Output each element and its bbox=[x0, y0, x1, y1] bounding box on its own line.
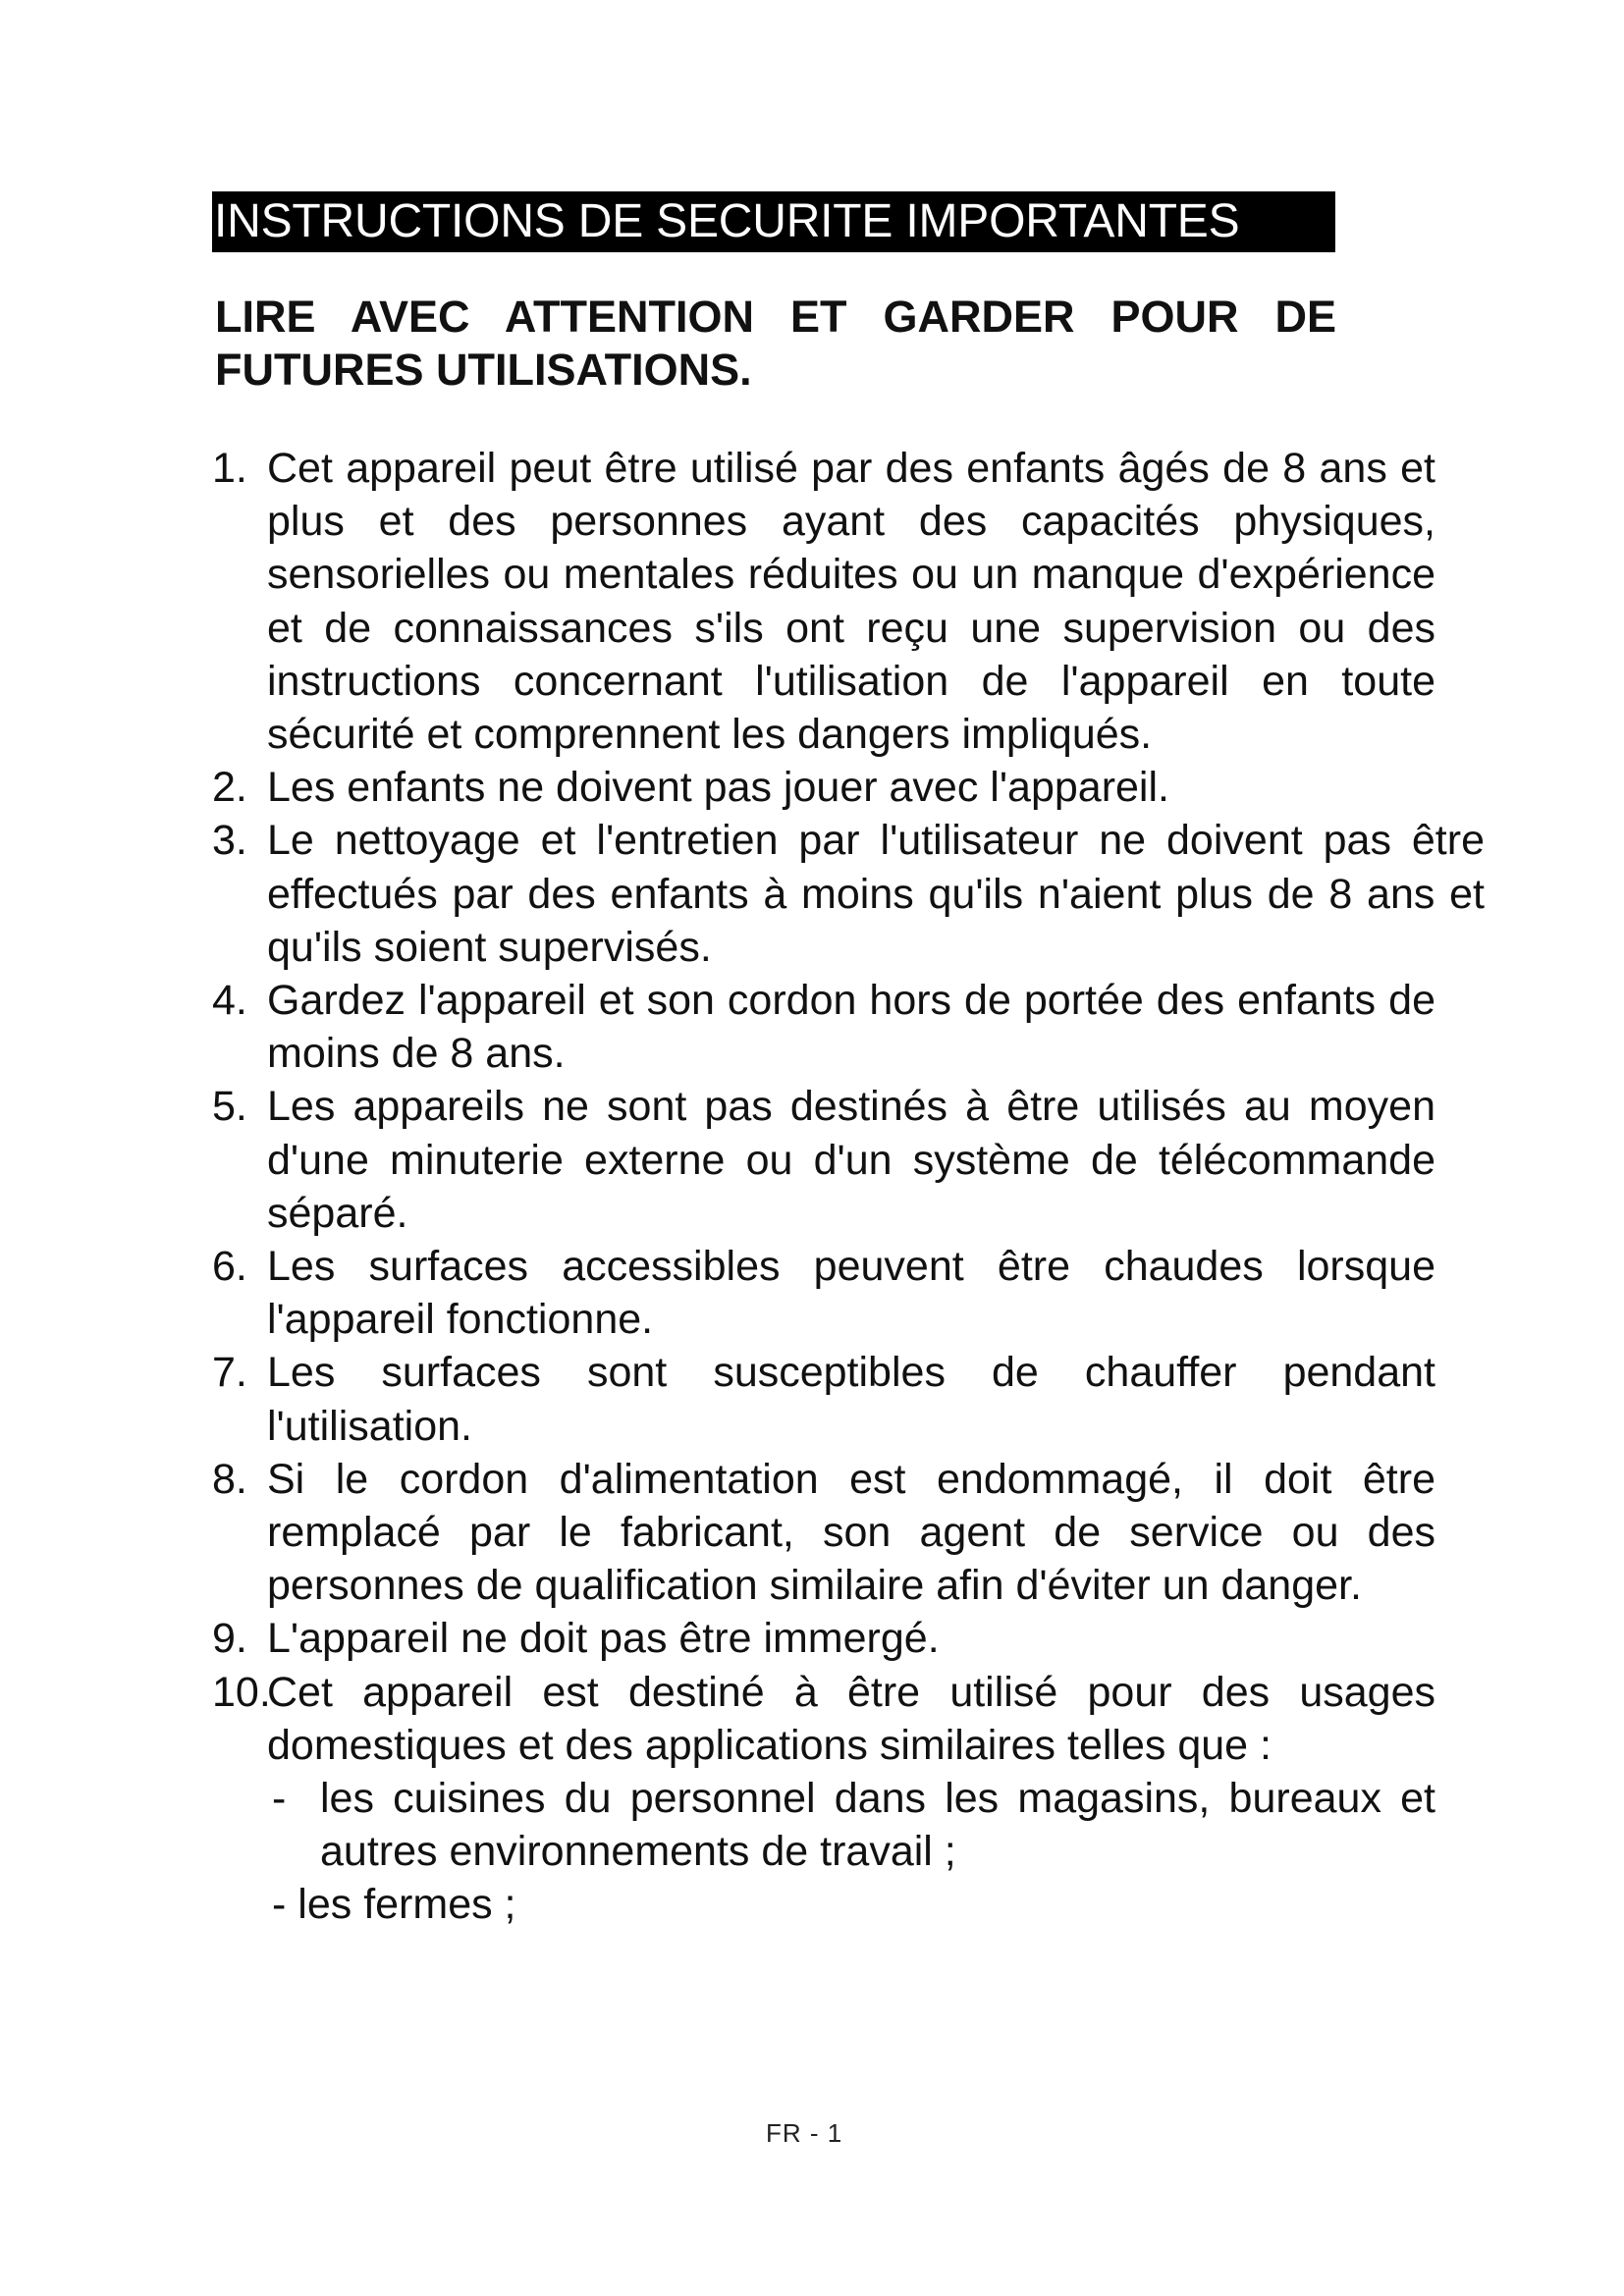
item-text: Les enfants ne doivent pas jouer avec l'appareil. bbox=[267, 764, 1169, 812]
subtitle-line-2: FUTURES UTILISATIONS. bbox=[215, 345, 752, 395]
list-item bbox=[212, 814, 1485, 974]
sub-item-dash: - bbox=[272, 1775, 287, 1823]
item-number: 6. bbox=[212, 1243, 247, 1291]
page-number: FR - 1 bbox=[766, 2118, 843, 2148]
sub-list-item bbox=[212, 1878, 1432, 1931]
sub-item-dash: - bbox=[272, 1881, 287, 1929]
item-number: 3. bbox=[212, 817, 247, 865]
item-number: 8. bbox=[212, 1455, 247, 1503]
item-text: Les surfaces sont susceptibles de chauffer pendant l'utilisation. bbox=[267, 1349, 1435, 1450]
item-text: Cet appareil est destiné à être utilisé pour des usages domestiques et des applications similaires telles que : bbox=[267, 1668, 1435, 1769]
item-number: 2. bbox=[212, 764, 247, 812]
section-title bbox=[212, 191, 1335, 252]
section-title-text: INSTRUCTIONS DE SECURITE IMPORTANTES bbox=[214, 195, 1240, 247]
sub-item-text: les cuisines du personnel dans les magasins, bureaux et autres environnements de travail ; bbox=[320, 1775, 1435, 1876]
list-item bbox=[212, 761, 1432, 814]
list-item bbox=[212, 1346, 1435, 1452]
item-number: 7. bbox=[212, 1349, 247, 1397]
item-text: Les surfaces accessibles peuvent être chaudes lorsque l'appareil fonctionne. bbox=[267, 1243, 1435, 1344]
list-item bbox=[212, 1453, 1435, 1613]
list-item bbox=[212, 1240, 1435, 1346]
item-text: Cet appareil peut être utilisé par des enfants âgés de 8 ans et plus et des personnes ayant des capacités physiques, sensorielles ou mentales réduites ou un manque d'expérience et de connaissances s'ils ont reçu une supervision ou des instructions concernant l'utilisation de l'appareil en toute sécurité et comprennent les dangers impliqués. bbox=[267, 445, 1435, 759]
item-number: 9. bbox=[212, 1615, 247, 1663]
subtitle bbox=[215, 291, 1336, 397]
sub-list-item bbox=[212, 1772, 1435, 1878]
item-text: L'appareil ne doit pas être immergé. bbox=[267, 1615, 940, 1663]
item-text: Gardez l'appareil et son cordon hors de portée des enfants de moins de 8 ans. bbox=[267, 977, 1435, 1078]
item-number: 5. bbox=[212, 1083, 247, 1131]
sub-item-text: les fermes ; bbox=[298, 1881, 516, 1929]
list-item bbox=[212, 974, 1435, 1080]
list-item bbox=[212, 1612, 1432, 1665]
item-number: 4. bbox=[212, 977, 247, 1025]
list-item bbox=[212, 1666, 1435, 1772]
item-number: 1. bbox=[212, 445, 247, 492]
list-item bbox=[212, 1080, 1435, 1240]
item-text: Les appareils ne sont pas destinés à être utilisés au moyen d'une minuterie externe ou d'un système de télécommande séparé. bbox=[267, 1083, 1435, 1237]
item-text: Le nettoyage et l'entretien par l'utilisateur ne doivent pas être effectués par des enfants à moins qu'ils n'aient plus de 8 ans et qu'ils soient supervisés. bbox=[267, 817, 1485, 971]
subtitle-line-1: LIRE AVEC ATTENTION ET GARDER POUR DE bbox=[215, 292, 1336, 342]
list-item bbox=[212, 442, 1435, 761]
safety-instructions-list bbox=[212, 442, 1485, 1932]
item-text: Si le cordon d'alimentation est endommagé, il doit être remplacé par le fabricant, son agent de service ou des personnes de qualification similaire afin d'éviter un danger. bbox=[267, 1455, 1435, 1610]
item-number: 10. bbox=[212, 1668, 271, 1716]
